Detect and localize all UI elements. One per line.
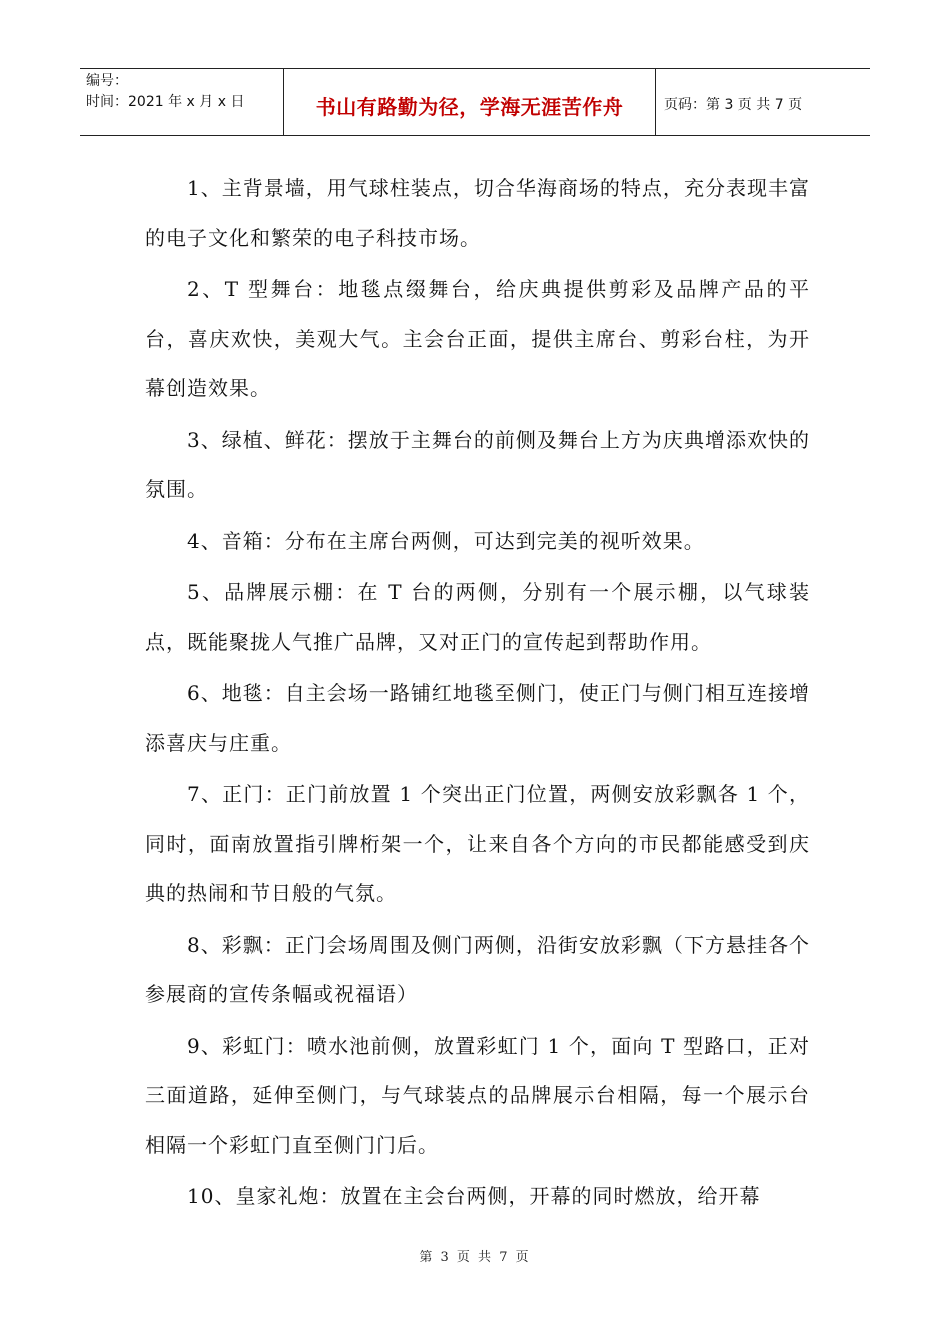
number-label: 编号： <box>86 73 128 89</box>
document-body <box>145 164 810 1224</box>
page-footer: 第 3 页 共 7 页 <box>419 1250 531 1265</box>
header-motto: 书山有路勤为径，学海无涯苦作舟 <box>284 69 656 135</box>
paragraph-10: 10、皇家礼炮：放置在主会台两侧，开幕的同时燃放，给开幕 <box>187 1184 761 1208</box>
paragraph-5: 5、品牌展示棚：在 T 台的两侧，分别有一个展示棚，以气球装点，既能聚拢人气推广品牌，又对正门的宣传起到帮助作用。 <box>145 580 810 654</box>
paragraph-3: 3、绿植、鲜花：摆放于主舞台的前侧及舞台上方为庆典增添欢快的氛围。 <box>145 427 810 501</box>
paragraph-1: 1、主背景墙，用气球柱装点，切合华海商场的特点，充分表现丰富的电子文化和繁荣的电子科技市场。 <box>145 176 810 250</box>
paragraph-6: 6、地毯：自主会场一路铺红地毯至侧门，使正门与侧门相互连接增添喜庆与庄重。 <box>145 681 810 755</box>
paragraph-9: 9、彩虹门：喷水池前侧，放置彩虹门 1 个，面向 T 型路口，正对三面道路，延伸至侧门，与气球装点的品牌展示台相隔，每一个展示台相隔一个彩虹门直至侧门门后。 <box>145 1033 810 1157</box>
paragraph-4: 4、音箱：分布在主席台两侧，可达到完美的视听效果。 <box>187 528 705 553</box>
header-meta-cell <box>80 69 284 135</box>
header-page-info: 页码：第 3 页 共 7 页 <box>664 97 803 113</box>
document-header <box>80 68 870 136</box>
paragraph-7: 7、正门：正门前放置 1 个突出正门位置，两侧安放彩飘各 1 个，同时，面南放置指引牌桁架一个，让来自各个方向的市民都能感受到庆典的热闹和节日般的气氛。 <box>145 782 810 905</box>
paragraph-2: 2、T 型舞台：地毯点缀舞台，给庆典提供剪彩及品牌产品的平台，喜庆欢快，美观大气。主会台正面，提供主席台、剪彩台柱，为开幕创造效果。 <box>145 277 810 400</box>
date-label: 时间：2021 年 x 月 x 日 <box>86 94 245 110</box>
paragraph-8: 8、彩飘：正门会场周围及侧门两侧，沿街安放彩飘（下方悬挂各个参展商的宣传条幅或祝福语） <box>145 932 810 1006</box>
